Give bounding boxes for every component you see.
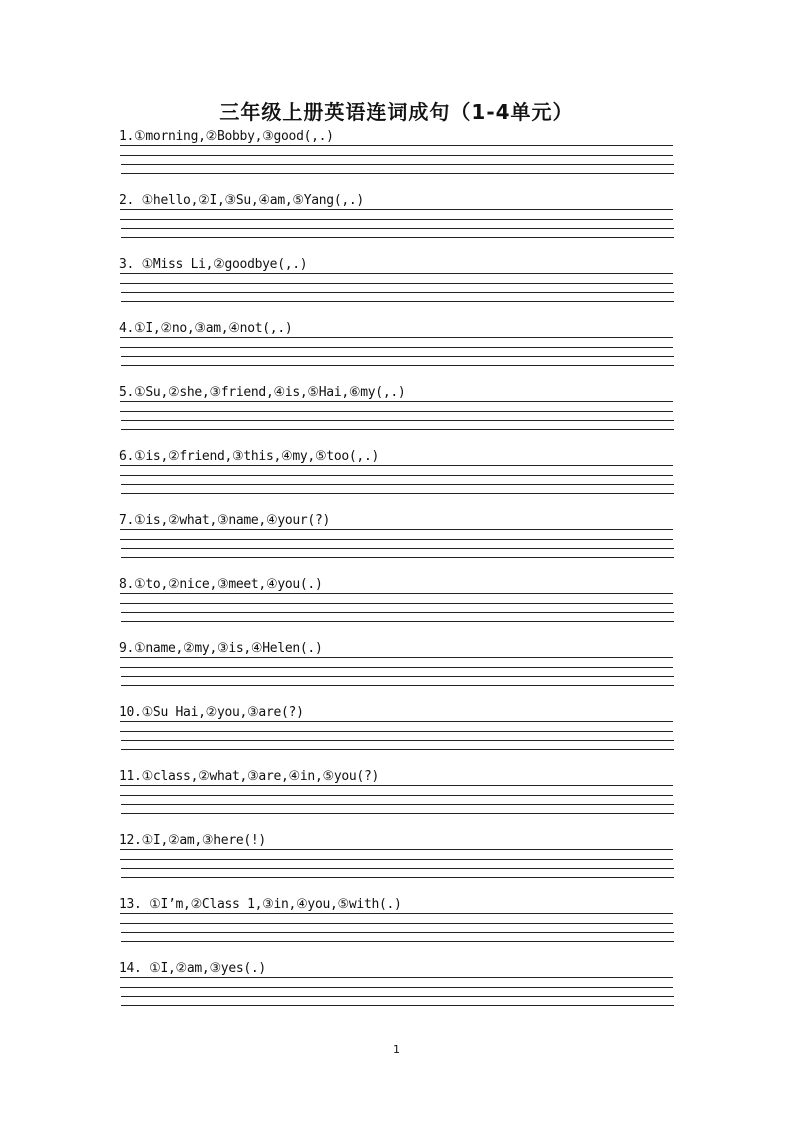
question-text: 10.①Su Hai,②you,③are(?) <box>119 705 304 720</box>
answer-line <box>120 795 673 796</box>
answer-line <box>120 923 673 924</box>
question-2 <box>119 192 675 256</box>
question-6 <box>119 448 675 512</box>
answer-line <box>121 548 674 549</box>
answer-line <box>120 731 673 732</box>
question-text: 4.①I,②no,③am,④not(,.) <box>119 321 293 336</box>
answer-line <box>120 667 673 668</box>
question-text: 7.①is,②what,③name,④your(?) <box>119 513 331 528</box>
answer-line <box>120 411 673 412</box>
answer-line <box>121 173 674 174</box>
answer-line <box>121 804 674 805</box>
answer-line <box>121 237 674 238</box>
answer-line <box>121 676 674 677</box>
question-1 <box>119 128 675 192</box>
answer-line <box>120 145 673 146</box>
question-9 <box>119 640 675 704</box>
answer-line <box>121 493 674 494</box>
answer-line <box>121 164 674 165</box>
question-text: 9.①name,②my,③is,④Helen(.) <box>119 641 323 656</box>
question-text: 6.①is,②friend,③this,④my,⑤too(,.) <box>119 449 379 464</box>
answer-line <box>121 420 674 421</box>
question-5 <box>119 384 675 448</box>
answer-line <box>121 621 674 622</box>
answer-line <box>120 337 673 338</box>
answer-line <box>120 155 673 156</box>
answer-line <box>121 868 674 869</box>
answer-line <box>120 859 673 860</box>
answer-line <box>121 685 674 686</box>
answer-line <box>120 593 673 594</box>
answer-line <box>121 228 674 229</box>
answer-line <box>121 612 674 613</box>
answer-line <box>121 365 674 366</box>
answer-line <box>121 877 674 878</box>
question-12 <box>119 832 675 896</box>
answer-line <box>120 849 673 850</box>
answer-line <box>121 1005 674 1006</box>
page-number: 1 <box>393 1043 400 1056</box>
answer-line <box>120 539 673 540</box>
answer-line <box>120 347 673 348</box>
question-10 <box>119 704 675 768</box>
answer-line <box>120 465 673 466</box>
question-4 <box>119 320 675 384</box>
question-text: 2. ①hello,②I,③Su,④am,⑤Yang(,.) <box>119 193 364 208</box>
answer-line <box>121 557 674 558</box>
answer-line <box>120 721 673 722</box>
answer-line <box>120 529 673 530</box>
answer-line <box>120 603 673 604</box>
answer-line <box>120 219 673 220</box>
answer-line <box>121 429 674 430</box>
question-text: 14. ①I,②am,③yes(.) <box>119 961 266 976</box>
answer-line <box>120 977 673 978</box>
question-text: 8.①to,②nice,③meet,④you(.) <box>119 577 323 592</box>
answer-line <box>120 209 673 210</box>
answer-line <box>121 813 674 814</box>
answer-line <box>121 301 674 302</box>
answer-line <box>120 273 673 274</box>
question-text: 1.①morning,②Bobby,③good(,.) <box>119 129 334 144</box>
question-text: 3. ①Miss Li,②goodbye(,.) <box>119 257 308 272</box>
answer-line <box>121 941 674 942</box>
answer-line <box>120 785 673 786</box>
answer-line <box>121 749 674 750</box>
answer-line <box>120 987 673 988</box>
answer-line <box>121 996 674 997</box>
question-13 <box>119 896 675 960</box>
answer-line <box>120 401 673 402</box>
answer-line <box>120 283 673 284</box>
answer-line <box>121 484 674 485</box>
question-text: 5.①Su,②she,③friend,④is,⑤Hai,⑥my(,.) <box>119 385 406 400</box>
question-14 <box>119 960 675 1024</box>
question-text: 11.①class,②what,③are,④in,⑤you(?) <box>119 769 379 784</box>
page-title: 三年级上册英语连词成句（1-4单元） <box>219 100 574 124</box>
answer-line <box>121 356 674 357</box>
answer-line <box>121 292 674 293</box>
question-11 <box>119 768 675 832</box>
answer-line <box>120 913 673 914</box>
answer-line <box>121 932 674 933</box>
question-8 <box>119 576 675 640</box>
question-text: 13. ①I’m,②Class 1,③in,④you,⑤with(.) <box>119 897 402 912</box>
answer-line <box>121 740 674 741</box>
question-7 <box>119 512 675 576</box>
question-text: 12.①I,②am,③here(!) <box>119 833 266 848</box>
question-3 <box>119 256 675 320</box>
answer-line <box>120 475 673 476</box>
answer-line <box>120 657 673 658</box>
